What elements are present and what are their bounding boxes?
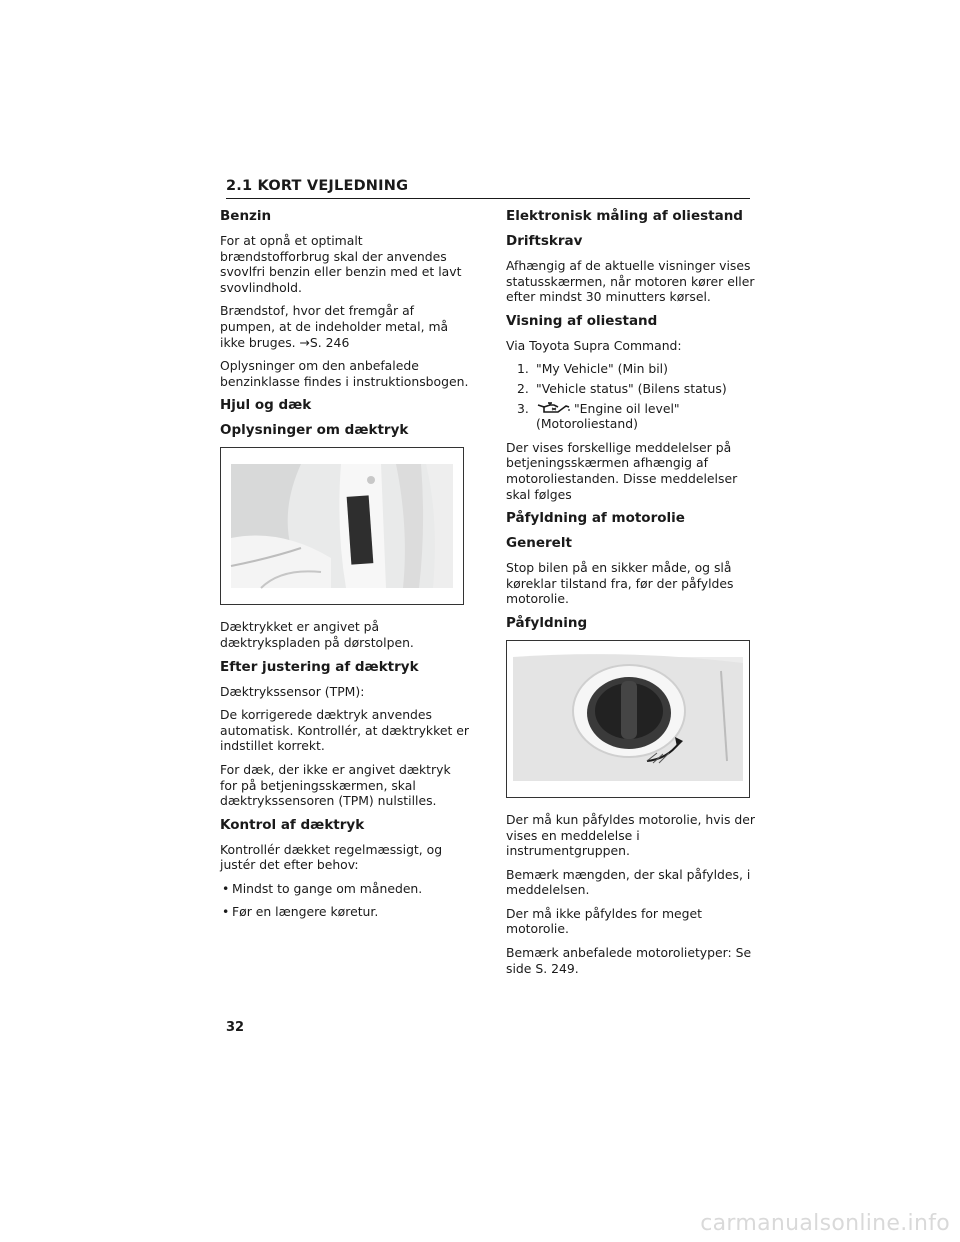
menu-steps-list	[506, 361, 756, 431]
watermark: carmanualsonline.info	[700, 1211, 950, 1236]
step-number: 1.	[517, 361, 529, 377]
visning-paragraph-2: Der vises forskellige meddelelser på betjeningsskærmen afhængig af motoroliestanden. Disse meddelelser skal følges	[506, 439, 738, 502]
drift-paragraph-1: Afhængig af de aktuelle visninger vises statusskærmen, når motoren kører eller efter mindst 30 minutters kørsel.	[506, 258, 755, 305]
heading-oplysninger-daektryk: Oplysninger om dæktryk	[220, 422, 409, 439]
fig2-paragraph-1: Der må kun påfyldes motorolie, hvis der vises en meddelelse i instrumentgruppen.	[506, 811, 755, 859]
oil-cap-figure	[506, 640, 750, 798]
visning-paragraph-1: Via Toyota Supra Command:	[506, 337, 682, 353]
benzin-paragraph-1: For at opnå et optimalt brændstofforbrug skal der anvendes svovlfri benzin eller benzin med et lavt svovlindhold.	[220, 233, 462, 295]
step-text: "Engine oil level" (Motoroliestand)	[536, 400, 680, 432]
efter-paragraph-1: Dæktrykssensor (TPM):	[220, 683, 365, 699]
heading-hjul-og-daek: Hjul og dæk	[220, 397, 312, 414]
page-number: 32	[226, 1020, 245, 1035]
right-column	[506, 208, 756, 984]
kontrol-bullet-list	[220, 881, 470, 920]
generelt-paragraph-1: Stop bilen på en sikker måde, og slå køreklar tilstand fra, før der påfyldes motorolie.	[506, 560, 734, 607]
efter-paragraph-2: De korrigerede dæktryk anvendes automatisk. Kontrollér, at dæktrykket er indstillet korrekt.	[220, 707, 469, 754]
benzin-paragraph-2: Brændstof, hvor det fremgår af pumpen, at de indeholder metal, må ikke bruges. →S. 246	[220, 303, 449, 350]
heading-visning-oliestand: Visning af oliestand	[506, 312, 658, 329]
door-pillar-illustration	[221, 448, 463, 604]
heading-kontrol-daektryk: Kontrol af dæktryk	[220, 816, 365, 833]
heading-generelt: Generelt	[506, 535, 572, 552]
list-item	[506, 381, 756, 397]
fig1-caption: Dæktrykket er angivet på dæktrykspladen på dørstolpen.	[220, 619, 414, 650]
list-item: • Mindst to gange om måneden.	[220, 881, 470, 897]
heading-driftskrav: Driftskrav	[506, 233, 583, 249]
efter-paragraph-3: For dæk, der ikke er angivet dæktryk for på betjeningsskærmen, skal dæktrykssensoren (TPM) nulstilles.	[220, 761, 451, 809]
heading-elektronisk-maaling: Elektronisk måling af oliestand	[506, 208, 743, 224]
benzin-paragraph-3: Oplysninger om den anbefalede benzinklasse findes i instruktionsbogen.	[220, 358, 469, 389]
door-pillar-figure	[220, 447, 464, 605]
heading-paafyldning-motorolie: Påfyldning af motorolie	[506, 510, 685, 527]
step-text: "My Vehicle" (Min bil)	[536, 361, 668, 377]
oil-can-icon	[536, 401, 570, 415]
step-text: "Vehicle status" (Bilens status)	[536, 380, 727, 396]
left-column	[220, 208, 470, 928]
section-header: 2.1 KORT VEJLEDNING	[226, 178, 750, 199]
list-item	[506, 361, 756, 377]
kontrol-paragraph-1: Kontrollér dækket regelmæssigt, og justér det efter behov:	[220, 841, 443, 873]
fig2-paragraph-3: Der må ikke påfyldes for meget motorolie.	[506, 905, 702, 937]
list-item	[506, 401, 756, 432]
heading-benzin: Benzin	[220, 208, 272, 224]
list-item: • Før en længere køretur.	[220, 904, 470, 920]
fig2-paragraph-2: Bemærk mængden, der skal påfyldes, i meddelelsen.	[506, 866, 751, 898]
step-number: 3.	[517, 400, 529, 416]
step-number: 2.	[517, 380, 529, 396]
oil-cap-illustration	[507, 641, 749, 797]
heading-efter-justering: Efter justering af dæktryk	[220, 658, 419, 675]
heading-paafyldning: Påfyldning	[506, 614, 588, 631]
fig2-paragraph-4: Bemærk anbefalede motorolietyper: Se side S. 249.	[506, 945, 752, 976]
